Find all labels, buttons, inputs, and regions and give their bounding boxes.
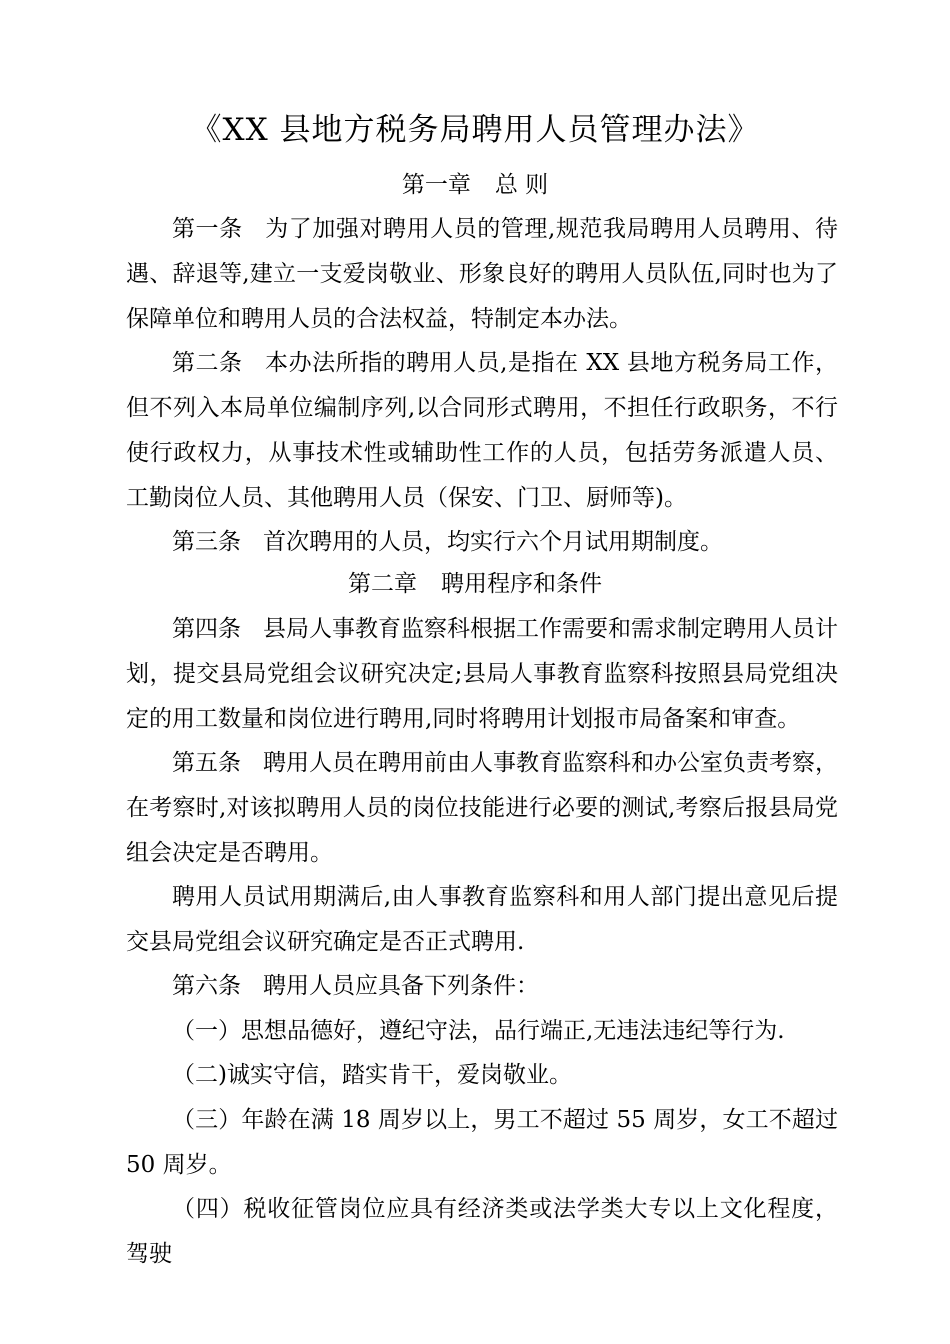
article-2 (126, 341, 838, 521)
chapter-name: 总 则 (494, 172, 549, 198)
condition-item-3: （三）年龄在满 18 周岁以上，男工不超过 55 周岁，女工不超过 50 周岁。 (126, 1107, 838, 1178)
article-label: 第四条 (172, 616, 241, 642)
chapter-heading-1 (0, 165, 950, 205)
condition-item-2: （二)诚实守信，踏实肯干，爱岗敬业。 (172, 1062, 572, 1088)
chapter-label: 第二章 (348, 571, 417, 597)
article-label: 第五条 (172, 750, 241, 776)
chapter-heading-2 (0, 564, 950, 604)
article-label: 第二条 (172, 350, 243, 376)
article-text: 为了加强对聘用人员的管理,规范我局聘用人员聘用、待遇、辞退等,建立一支爱岗敬业、形象良好的聘用人员队伍,同时也为了保障单位和聘用人员的合法权益，特制定本办法。 (126, 216, 839, 332)
article-text: 县局人事教育监察科根据工作需要和需求制定聘用人员计划，提交县局党组会议研究决定;县局人事教育监察科按照县局党组决定的用工数量和岗位进行聘用,同时将聘用计划报市局备案和审查。 (126, 616, 838, 732)
article-6 (126, 964, 838, 1009)
article-5-paragraph: 聘用人员试用期满后,由人事教育监察科和用人部门提出意见后提交县局党组会议研究确定是否正式聘用. (126, 884, 838, 955)
article-text: 聘用人员在聘用前由人事教育监察科和办公室负责考察，在考察时,对该拟聘用人员的岗位技能进行必要的测试,考察后报县局党组会决定是否聘用。 (126, 750, 838, 866)
condition-item-4: （四）税收征管岗位应具有经济类或法学类大专以上文化程度，驾驶 (126, 1196, 838, 1267)
chapter-name: 聘用程序和条件 (441, 571, 602, 597)
article-1 (126, 207, 838, 342)
article-text: 聘用人员应具备下列条件： (263, 973, 539, 999)
article-text: 本办法所指的聘用人员,是指在 XX 县地方税务局工作，但不列入本局单位编制序列,以合同形式聘用，不担任行政职务，不行使行政权力，从事技术性或辅助性工作的人员，包括劳务派遣人员、工勤岗位人员、其他聘用人员（保安、门卫、厨师等)。 (126, 350, 839, 511)
article-text: 首次聘用的人员，均实行六个月试用期制度。 (263, 529, 723, 555)
article-3 (126, 520, 838, 565)
article-4 (126, 607, 838, 742)
condition-item-1: （一）思想品德好，遵纪守法，品行端正,无违法违纪等行为. (172, 1018, 785, 1044)
article-label: 第一条 (172, 216, 243, 242)
article-label: 第三条 (172, 529, 241, 555)
document-title: 《XX 县地方税务局聘用人员管理办法》 (190, 112, 760, 148)
chapter-label: 第一章 (401, 172, 471, 198)
article-label: 第六条 (172, 973, 241, 999)
article-5 (126, 741, 838, 876)
